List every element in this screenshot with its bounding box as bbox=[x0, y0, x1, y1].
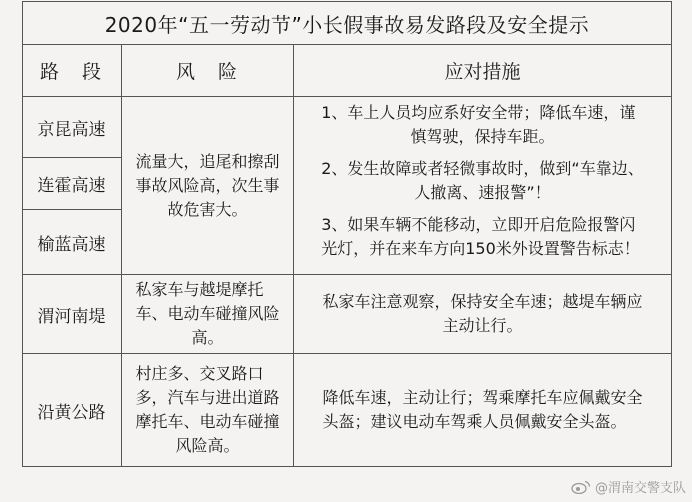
risk-line: 私家车与越堤摩托 bbox=[135, 280, 264, 299]
risk-line: 故危害大。 bbox=[167, 199, 248, 219]
measure-line: 降低车速，主动让行；驾乘摩托车应佩戴安全 bbox=[322, 388, 643, 407]
measure-line: 私家车注意观察，保持安全车速；越堤车辆应 bbox=[322, 292, 643, 311]
table-border-bottom bbox=[22, 466, 672, 467]
road-name: 榆蓝高速 bbox=[37, 234, 106, 255]
road-name: 沿黄公路 bbox=[37, 402, 106, 423]
measures-cell-yanhuang bbox=[294, 354, 671, 466]
measure-line: 头盔；建议电动车驾乘人员佩戴安全头盔。 bbox=[322, 412, 627, 431]
risk-line: 村庄多、交叉路口 bbox=[135, 364, 264, 383]
road-name: 连霍高速 bbox=[37, 176, 106, 196]
risk-line: 风险高。 bbox=[175, 436, 240, 455]
risk-cell-expressways bbox=[122, 97, 293, 274]
risk-line: 多，汽车与进出道路 bbox=[135, 388, 280, 407]
risk-line: 摩托车、电动车碰撞 bbox=[135, 412, 280, 431]
road-name: 渭河南堤 bbox=[37, 306, 106, 327]
risk-line: 流量大，追尾和擦刮 bbox=[135, 151, 280, 171]
weibo-icon bbox=[571, 480, 591, 494]
header-risk: 风 险 bbox=[175, 61, 239, 83]
measure-line: 1、车上人员均应系好安全带；降低车速，谨 bbox=[321, 103, 636, 122]
measure-line: 2、发生故障或者轻微事故时，做到“车靠边、 bbox=[321, 159, 644, 178]
table-border-right bbox=[671, 1, 672, 467]
measures-cell-weihe bbox=[294, 275, 671, 353]
measure-line: 3、如果车辆不能移动，立即开启危险报警闪 bbox=[321, 215, 636, 234]
risk-line: 事故风险高，次生事 bbox=[135, 175, 280, 195]
risk-line: 高。 bbox=[191, 328, 224, 347]
measure-line: 慎驾驶，保持车距。 bbox=[410, 127, 555, 146]
measures-cell-expressways bbox=[294, 97, 671, 274]
road-name: 京昆高速 bbox=[37, 119, 106, 140]
risk-cell-yanhuang bbox=[122, 354, 293, 466]
measure-line: 人撤离、速报警”！ bbox=[414, 183, 551, 202]
table-title: 2020年“五一劳动节”小长假事故易发路段及安全提示 bbox=[104, 12, 590, 37]
header-measures: 应对措施 bbox=[444, 61, 521, 83]
risk-line: 车、电动车碰撞风险 bbox=[135, 304, 280, 323]
header-road: 路 段 bbox=[39, 61, 103, 83]
measure-line: 主动让行。 bbox=[442, 316, 523, 335]
watermark bbox=[571, 477, 686, 496]
watermark-text: @渭南交警支队 bbox=[594, 481, 686, 496]
risk-cell-weihe bbox=[122, 275, 293, 353]
measure-line: 光灯，并在来车方向150米外设置警告标志！ bbox=[321, 239, 640, 258]
